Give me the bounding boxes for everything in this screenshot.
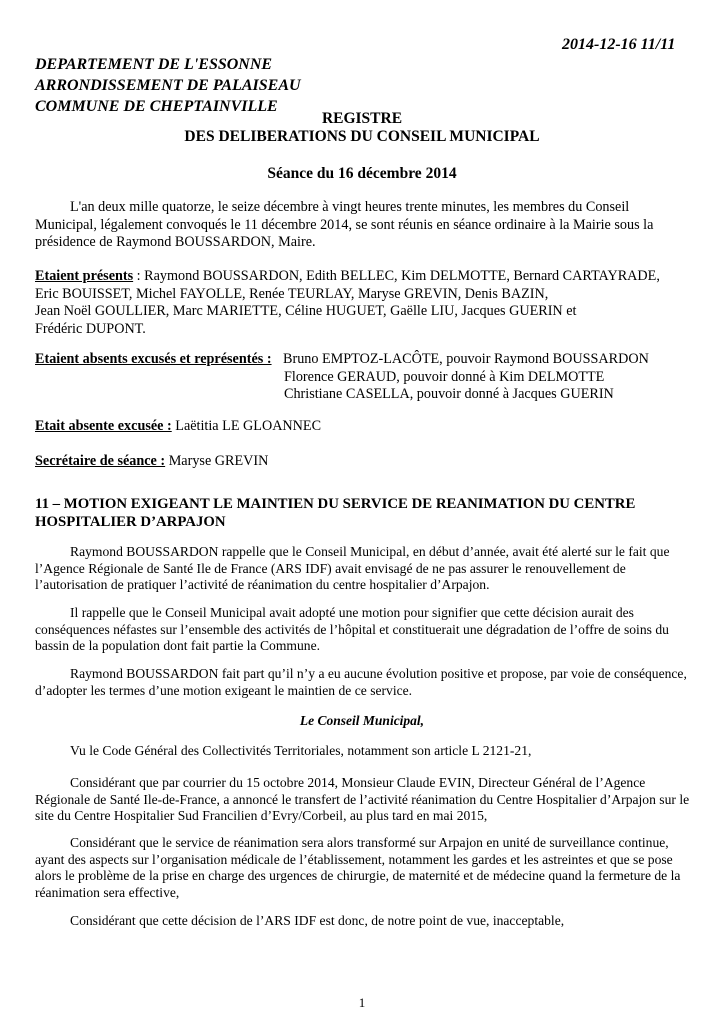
motion-heading-line: 11 – MOTION EXIGEANT LE MAINTIEN DU SERVICE DE REANIMATION DU CENTRE	[35, 496, 636, 512]
paragraph-7	[35, 913, 700, 930]
paragraph-1	[35, 544, 700, 594]
paragraph-line: l’autorisation de pratiquer l’activité de réanimation du centre hospitalier d’Arpajon.	[35, 577, 490, 592]
absente-value: Laëtitia LE GLOANNEC	[171, 418, 322, 434]
paragraph-line: réanimation sera effective,	[35, 884, 180, 900]
arrondissement-line: ARRONDISSEMENT DE PALAISEAU	[35, 77, 301, 94]
commune-line: COMMUNE DE CHEPTAINVILLE	[35, 98, 278, 115]
paragraph-line: Vu le Code Général des Collectivités Territoriales, notamment son article L 2121-21,	[70, 743, 532, 758]
paragraph-5	[35, 775, 700, 825]
department-header	[35, 54, 301, 117]
absent-entry: Christiane CASELLA, pouvoir donné à Jacques GUERIN	[284, 386, 614, 402]
paragraph-line: alors le problème de la prise en charge des urgences de chirurgie, de maternité et de médecine quand la fermeture de la	[35, 868, 681, 883]
paragraph-line: conséquences néfastes sur l’ensemble des activités de l’hôpital et constituerait une dégradation de l’offre de soins du	[35, 621, 669, 637]
conseil-municipal-heading: Le Conseil Municipal,	[299, 713, 425, 728]
presents-line: Eric BOUISSET, Michel FAYOLLE, Renée TEURLAY, Maryse GREVIN, Denis BAZIN,	[35, 285, 549, 302]
secretaire-value: Maryse GREVIN	[165, 453, 269, 469]
paragraph-line: Il rappelle que le Conseil Municipal avait adopté une motion pour signifier que cette décision aurait des	[70, 605, 634, 620]
paragraph-line: Considérant que par courrier du 15 octobre 2014, Monsieur Claude EVIN, Directeur Général de l’Agence	[70, 775, 646, 790]
page-number: 1	[358, 995, 366, 1010]
intro-line: L'an deux mille quatorze, le seize décembre à vingt heures trente minutes, les membres du Conseil	[70, 199, 630, 215]
presents-line: : Raymond BOUSSARDON, Edith BELLEC, Kim DELMOTTE, Bernard CARTAYRADE,	[133, 268, 660, 284]
intro-paragraph	[35, 199, 700, 252]
register-title: REGISTRE	[321, 110, 403, 127]
document-reference: 2014-12-16 11/11	[562, 36, 676, 53]
presents-section	[35, 268, 700, 338]
absente-label: Etait absente excusée :	[35, 418, 172, 434]
paragraph-line: Raymond BOUSSARDON rappelle que le Conseil Municipal, en début d’année, avait été alerté sur le fait que	[70, 544, 670, 559]
absente-excusee	[35, 418, 700, 436]
motion-heading	[35, 495, 635, 531]
department-line: DEPARTEMENT DE L'ESSONNE	[35, 56, 273, 73]
intro-line: présidence de Raymond BOUSSARDON, Maire.	[35, 234, 316, 250]
motion-heading-line: HOSPITALIER D’ARPAJON	[35, 514, 226, 530]
paragraph-line: Considérant que cette décision de l’ARS IDF est donc, de notre point de vue, inacceptable,	[70, 913, 565, 928]
paragraph-6	[35, 835, 700, 901]
paragraph-line: site du Centre Hospitalier Sud Francilien d’Evry/Corbeil, au plus tard en mai 2015,	[35, 808, 488, 823]
paragraph-line: Considérant que le service de réanimation sera alors transformé sur Arpajon en unité de surveillance continue,	[70, 835, 669, 850]
paragraph-line: bassin de la population dont fait partie la Commune.	[35, 638, 321, 653]
paragraph-line: Raymond BOUSSARDON fait part qu’il n’y a eu aucune évolution positive et propose, par voie de conséquence,	[70, 666, 687, 681]
presents-line: Frédéric DUPONT.	[35, 320, 146, 337]
paragraph-line: ayant des aspects sur l’organisation médicale de l’établissement, notamment les gardes et les astreintes et que se pose	[35, 851, 673, 867]
paragraph-4	[35, 743, 700, 760]
seance-date: Séance du 16 décembre 2014	[267, 165, 457, 182]
paragraph-line: Régionale de Santé Ile-de-France, a annoncé le transfert de l’activité réanimation du Centre Hospitalier d’Arpajon sur le	[35, 791, 690, 807]
paragraph-line: l’Agence Régionale de Santé Ile de France (ARS IDF) avait envisagé de ne pas assurer le renouvellement de	[35, 560, 626, 576]
intro-line: Municipal, légalement convoqués le 11 décembre 2014, se sont réunis en séance ordinaire à la Mairie sous la	[35, 216, 654, 233]
presents-label: Etaient présents	[35, 268, 134, 284]
absent-entry: Bruno EMPTOZ-LACÔTE, pouvoir Raymond BOUSSARDON	[283, 351, 649, 367]
secretaire-seance	[35, 453, 700, 471]
absents-label: Etaient absents excusés et représentés :	[35, 351, 272, 367]
paragraph-2	[35, 605, 700, 655]
paragraph-line: d’adopter les termes d’une motion exigeant le maintien de ce service.	[35, 682, 413, 698]
presents-line: Jean Noël GOULLIER, Marc MARIETTE, Céline HUGUET, Gaëlle LIU, Jacques GUERIN et	[35, 303, 577, 319]
register-subtitle: DES DELIBERATIONS DU CONSEIL MUNICIPAL	[184, 128, 540, 145]
secretaire-label: Secrétaire de séance :	[35, 453, 166, 469]
absent-entry: Florence GERAUD, pouvoir donné à Kim DELMOTTE	[284, 368, 605, 385]
paragraph-3	[35, 666, 700, 699]
absents-list	[283, 351, 703, 404]
